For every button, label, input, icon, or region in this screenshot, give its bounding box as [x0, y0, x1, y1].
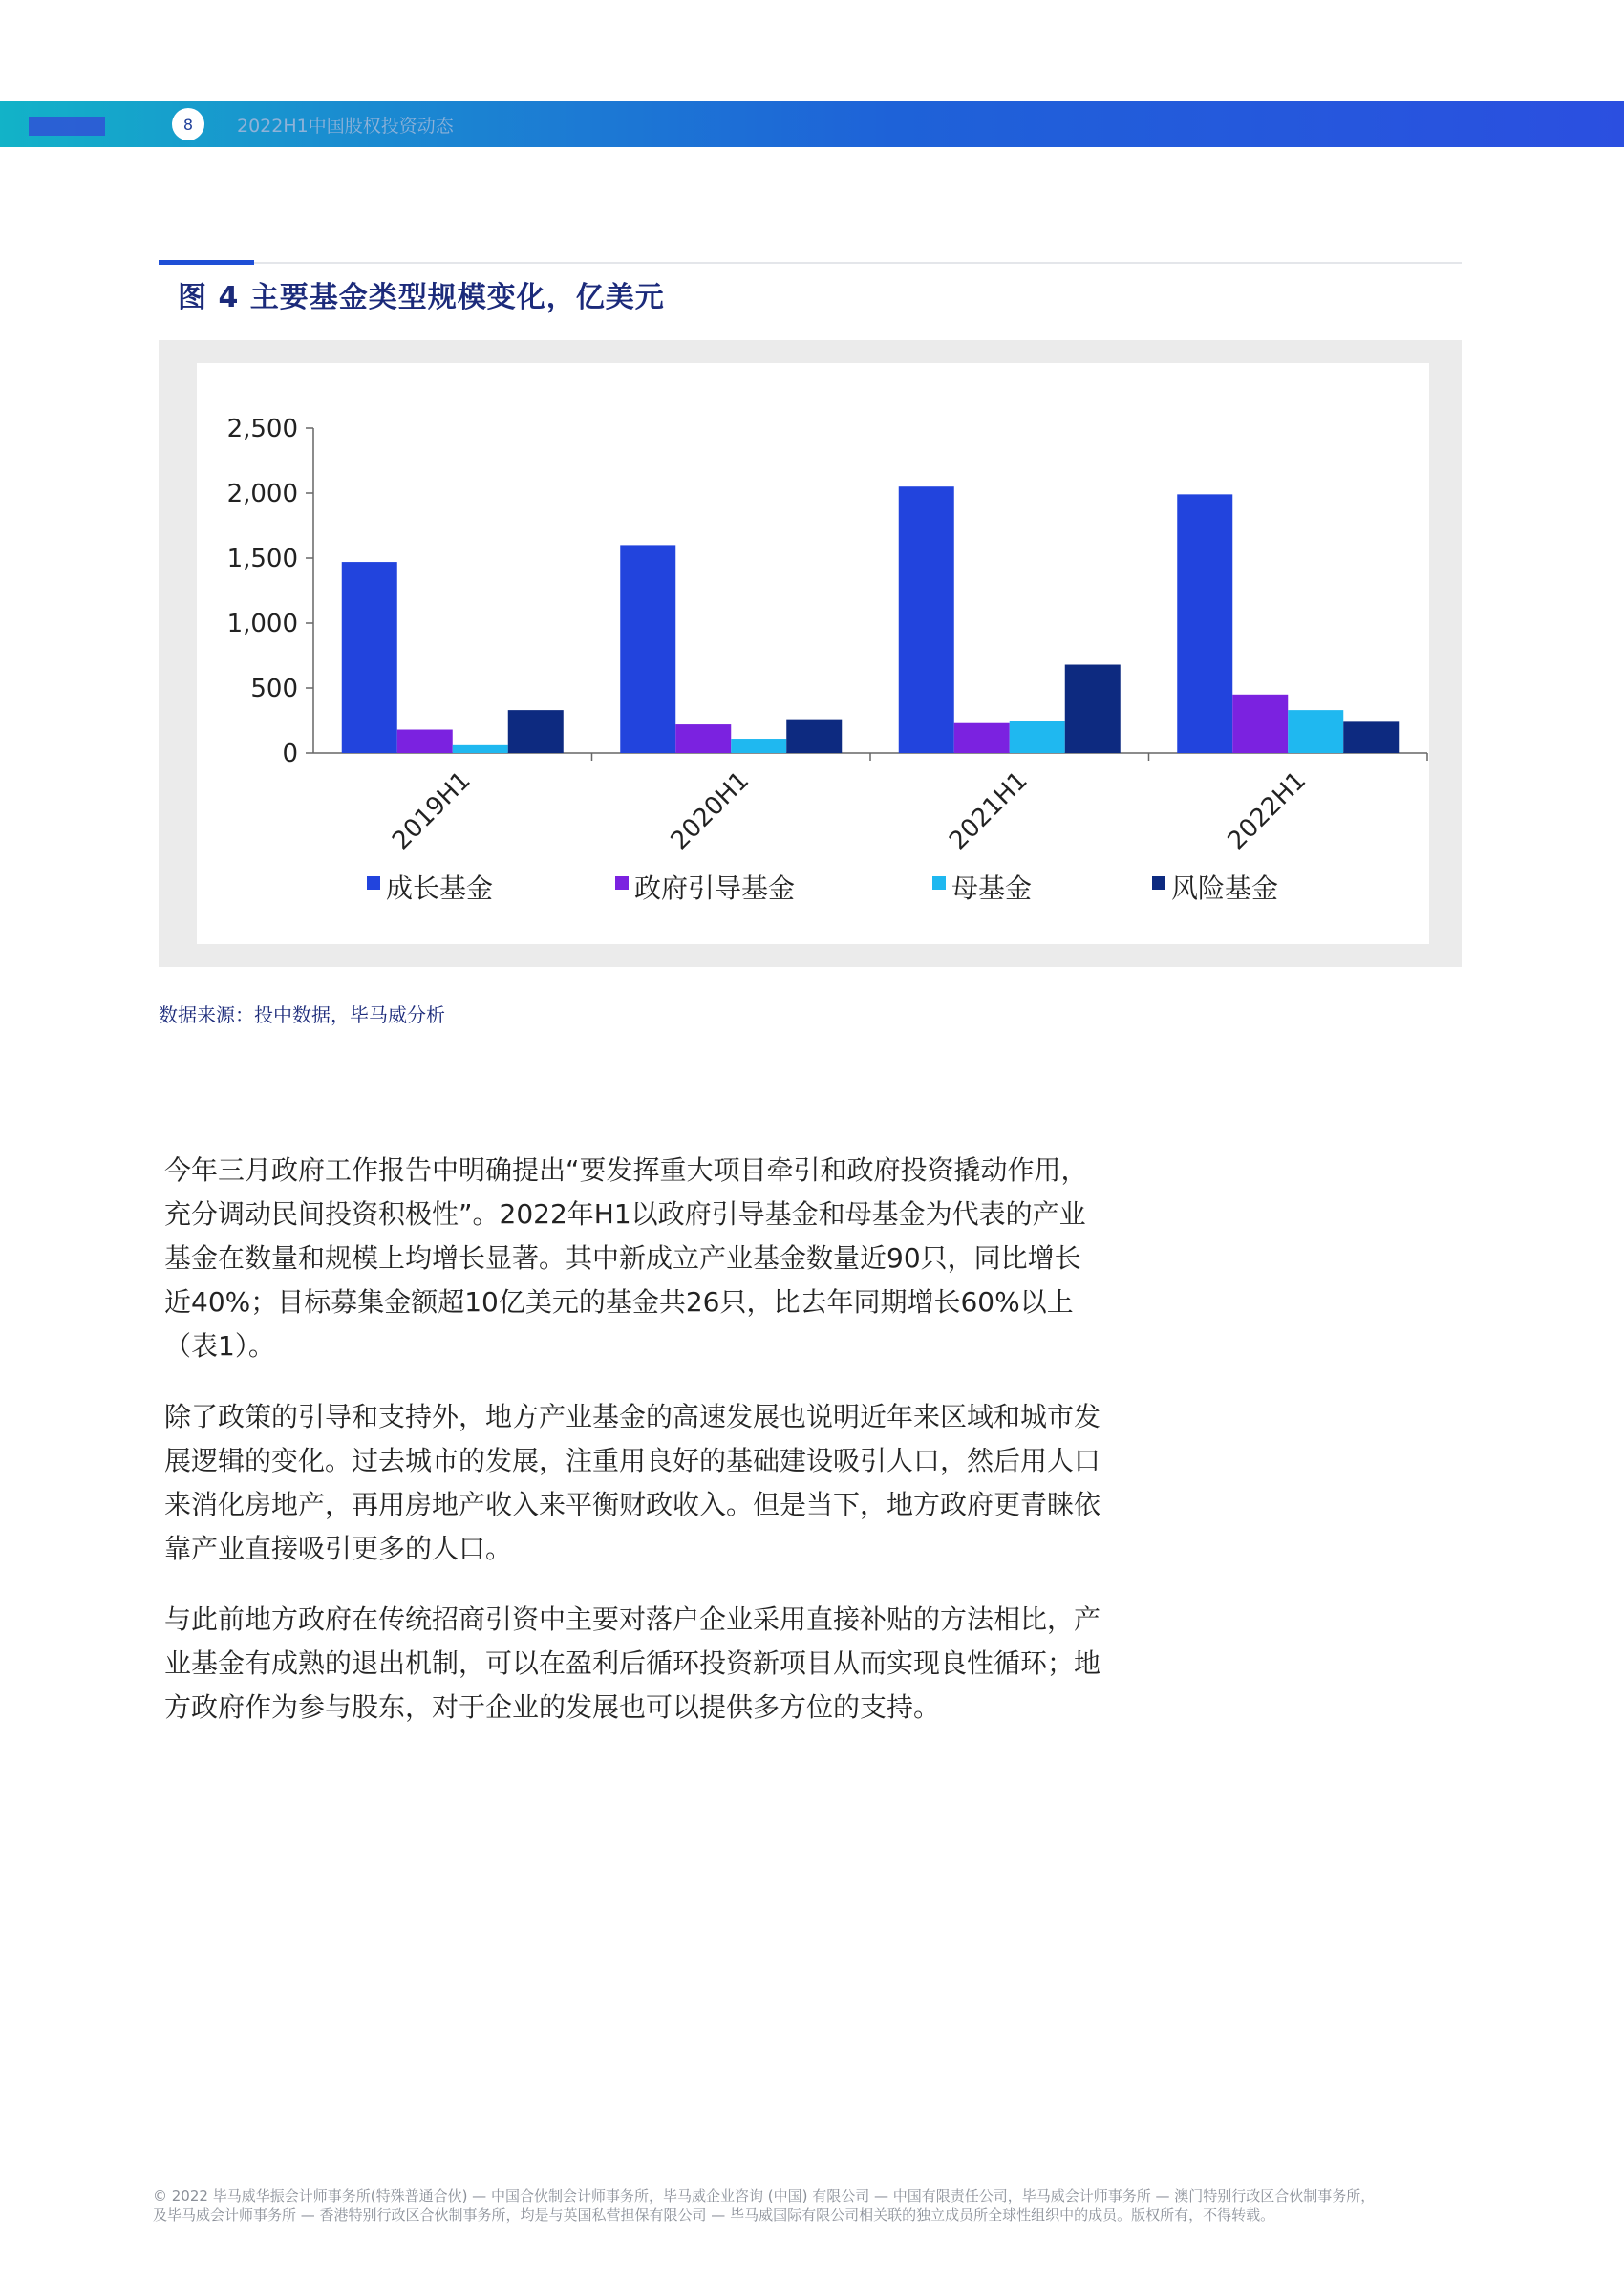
x-tick-label: 2020H1 — [665, 765, 756, 856]
bar-2019H1-1 — [397, 730, 453, 753]
y-tick-label: 1,000 — [226, 610, 298, 638]
y-tick-label: 500 — [250, 675, 298, 703]
x-tick-label: 2022H1 — [1222, 765, 1313, 856]
bar-2019H1-3 — [508, 710, 564, 753]
footer-line-1: © 2022 毕马威华振会计师事务所(特殊普通合伙) — 中国合伙制会计师事务所，毕马威企业咨询 (中国) 有限公司 — 中国有限责任公司，毕马威会计师事务所 — 澳门特别行政区合伙制事务所， — [153, 2187, 1376, 2205]
page-number: 8 — [172, 108, 204, 140]
x-tick-label: 2019H1 — [387, 765, 477, 856]
legend-swatch-3 — [1152, 876, 1165, 890]
data-source: 数据来源：投中数据，毕马威分析 — [159, 1003, 445, 1026]
legend-label-1: 政府引导基金 — [634, 872, 796, 904]
legend-swatch-1 — [615, 876, 629, 890]
figure-title: 图 4 主要基金类型规模变化，亿美元 — [178, 281, 665, 314]
bar-2020H1-1 — [675, 724, 731, 753]
bar-2019H1-0 — [342, 562, 397, 753]
paragraph-2: 除了政策的引导和支持外，地方产业基金的高速发展也说明近年来区域和城市发展逻辑的变化。过去城市的发展，注重用良好的基础建设吸引人口，然后用人口来消化房地产，再用房地产收入来平衡财政收入。但是当下，地方政府更青睐依靠产业直接吸引更多的人口。 — [164, 1401, 1101, 1564]
bar-2021H1-3 — [1065, 665, 1121, 753]
figure-divider — [159, 262, 1462, 264]
bar-2020H1-2 — [731, 739, 786, 753]
bar-2019H1-2 — [453, 745, 508, 753]
figure-divider-accent — [159, 260, 254, 265]
bar-2022H1-2 — [1288, 710, 1343, 753]
paragraph-3: 与此前地方政府在传统招商引资中主要对落户企业采用直接补贴的方法相比，产业基金有成熟的退出机制，可以在盈利后循环投资新项目从而实现良性循环；地方政府作为参与股东，对于企业的发展也可以提供多方位的支持。 — [164, 1603, 1101, 1723]
legend-swatch-2 — [932, 876, 946, 890]
y-tick-label: 1,500 — [226, 545, 298, 573]
bar-2022H1-3 — [1343, 721, 1399, 753]
y-tick-label: 2,000 — [226, 480, 298, 508]
footer-line-2: 及毕马威会计师事务所 — 香港特别行政区合伙制事务所，均是与英国私营担保有限公司 — 毕马威国际有限公司相关联的独立成员所全球性组织中的成员。版权所有，不得转载。 — [153, 2206, 1275, 2224]
chart-panel — [197, 363, 1429, 944]
legend-swatch-0 — [367, 876, 380, 890]
y-tick-label: 0 — [282, 740, 298, 768]
bar-2020H1-0 — [620, 545, 675, 753]
bar-2022H1-1 — [1232, 695, 1288, 753]
y-tick-label: 2,500 — [226, 415, 298, 443]
footer-copyright — [153, 2186, 1490, 2225]
bar-2020H1-3 — [786, 720, 842, 753]
header-accent-block — [29, 117, 105, 136]
bar-2021H1-2 — [1010, 721, 1065, 753]
body-text — [164, 1149, 1100, 1756]
header-title: 2022H1中国股权投资动态 — [237, 116, 454, 137]
x-tick-label: 2021H1 — [944, 765, 1034, 856]
paragraph-1: 今年三月政府工作报告中明确提出“要发挥重大项目牵引和政府投资撬动作用，充分调动民间投资积极性”。2022年H1以政府引导基金和母基金为代表的产业基金在数量和规模上均增长显著。其中新成立产业基金数量近90只，同比增长近40%；目标募集金额超10亿美元的基金共26只，比去年同期增长60%以上（表1）。 — [164, 1154, 1088, 1362]
legend-label-0: 成长基金 — [386, 872, 494, 904]
bar-2021H1-1 — [954, 723, 1010, 753]
bar-2021H1-0 — [899, 486, 954, 753]
chart-frame — [159, 340, 1462, 967]
bar-chart — [197, 363, 1429, 944]
bar-2022H1-0 — [1177, 494, 1232, 753]
legend-label-3: 风险基金 — [1171, 872, 1279, 904]
legend-label-2: 母基金 — [951, 872, 1033, 904]
